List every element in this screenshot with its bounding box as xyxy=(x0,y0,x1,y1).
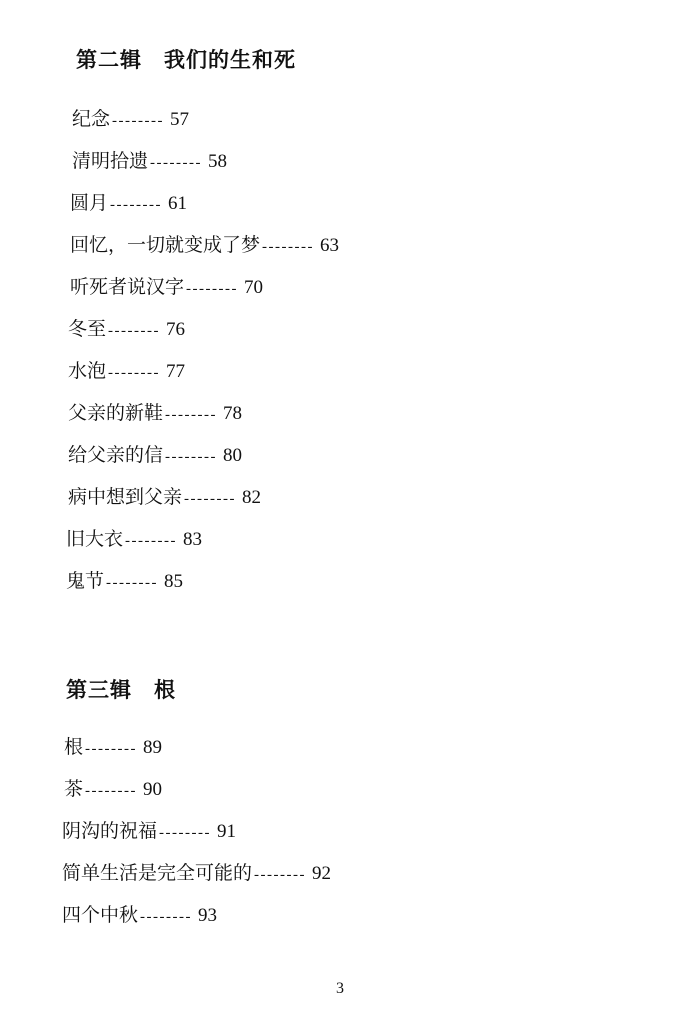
toc-entry[interactable] xyxy=(62,861,331,887)
toc-page-number: 63 xyxy=(319,235,339,256)
toc-entry[interactable] xyxy=(64,777,162,803)
toc-entry-title: 四个中秋 xyxy=(62,904,139,926)
toc-entry[interactable] xyxy=(68,317,185,343)
toc-dot-leader: -------- xyxy=(254,867,306,883)
toc-entry-title: 旧大衣 xyxy=(66,528,124,550)
toc-dot-leader: -------- xyxy=(165,407,217,423)
toc-page-number: 70 xyxy=(243,277,263,298)
toc-entry[interactable] xyxy=(66,527,202,553)
toc-entry-title: 纪念 xyxy=(72,108,111,130)
toc-dot-leader: -------- xyxy=(112,113,164,129)
toc-page-number: 83 xyxy=(182,529,202,550)
toc-entry-title: 给父亲的信 xyxy=(68,444,164,466)
toc-entry[interactable] xyxy=(62,819,236,845)
toc-entry[interactable] xyxy=(68,401,242,427)
toc-entry-title: 父亲的新鞋 xyxy=(68,402,164,424)
toc-dot-leader: -------- xyxy=(165,449,217,465)
toc-page-number: 78 xyxy=(222,403,242,424)
toc-dot-leader: -------- xyxy=(108,323,160,339)
toc-entry[interactable] xyxy=(72,149,227,175)
toc-entry-title: 圆月 xyxy=(70,192,109,214)
toc-entry[interactable] xyxy=(68,485,261,511)
toc-page-number: 82 xyxy=(241,487,261,508)
toc-page-number: 92 xyxy=(311,863,331,884)
toc-page-number: 77 xyxy=(165,361,185,382)
toc-dot-leader: -------- xyxy=(150,155,202,171)
toc-entry-title: 听死者说汉字 xyxy=(70,276,185,298)
toc-page-number: 76 xyxy=(165,319,185,340)
toc-dot-leader: -------- xyxy=(186,281,238,297)
toc-dot-leader: -------- xyxy=(262,239,314,255)
toc-page-number: 61 xyxy=(167,193,187,214)
toc-dot-leader: -------- xyxy=(108,365,160,381)
toc-entry-title: 鬼节 xyxy=(66,570,105,592)
toc-entry[interactable] xyxy=(70,275,263,301)
page-number: 3 xyxy=(336,980,344,997)
toc-page-number: 58 xyxy=(207,151,227,172)
toc-page-number: 89 xyxy=(142,737,162,758)
toc-entry[interactable] xyxy=(70,191,187,217)
toc-page-number: 93 xyxy=(197,905,217,926)
toc-entry[interactable] xyxy=(66,569,183,595)
toc-entry[interactable] xyxy=(70,233,339,259)
toc-dot-leader: -------- xyxy=(184,491,236,507)
toc-entry-title: 水泡 xyxy=(68,360,107,382)
toc-entry[interactable] xyxy=(68,359,185,385)
toc-dot-leader: -------- xyxy=(110,197,162,213)
toc-entry-title: 阴沟的祝福 xyxy=(62,820,158,842)
toc-page-number: 80 xyxy=(222,445,242,466)
toc-entry[interactable] xyxy=(68,443,242,469)
toc-dot-leader: -------- xyxy=(125,533,177,549)
toc-entry-title: 茶 xyxy=(64,778,84,800)
toc-page-number: 90 xyxy=(142,779,162,800)
toc-dot-leader: -------- xyxy=(85,783,137,799)
toc-dot-leader: -------- xyxy=(85,741,137,757)
section-title-2: 第二辑 我们的生和死 xyxy=(76,48,296,72)
toc-entry[interactable] xyxy=(72,107,189,133)
toc-page-number: 91 xyxy=(216,821,236,842)
toc-entry[interactable] xyxy=(62,903,217,929)
toc-page-number: 85 xyxy=(163,571,183,592)
toc-page-number: 57 xyxy=(169,109,189,130)
toc-entry-title: 清明拾遗 xyxy=(72,150,149,172)
toc-entry-title: 冬至 xyxy=(68,318,107,340)
toc-entry-title: 简单生活是完全可能的 xyxy=(62,862,253,884)
toc-dot-leader: -------- xyxy=(159,825,211,841)
toc-entry-title: 病中想到父亲 xyxy=(68,486,183,508)
toc-entry[interactable] xyxy=(64,735,162,761)
section-title-3: 第三辑 根 xyxy=(66,678,176,702)
toc-dot-leader: -------- xyxy=(106,575,158,591)
toc-entry-title: 根 xyxy=(64,736,84,758)
toc-entry-title: 回忆，一切就变成了梦 xyxy=(70,234,261,256)
toc-dot-leader: -------- xyxy=(140,909,192,925)
